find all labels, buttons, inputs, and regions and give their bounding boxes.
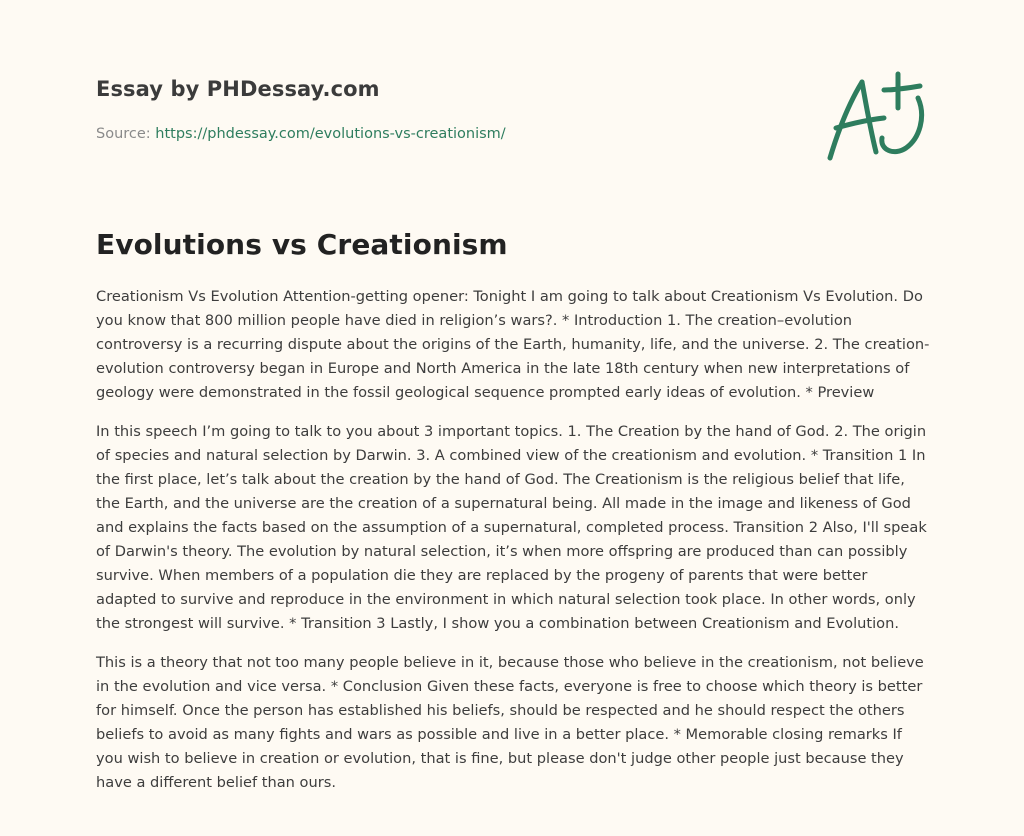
paragraph: This is a theory that not too many people believe in it, because those who believe in the creationism, not believe in the evolution and vice versa. * Conclusion Given these facts, everyone is free to choose which theory is better for himself. Once the person has established his beliefs, should be respected and he should respect the others beliefs to avoid as many fights and wars as possible and live in a better place. * Memorable closing remarks If you wish to believe in creation or evolution, that is fine, but please don't judge other people just because they have a different belief than ours. (96, 654, 924, 791)
source-label: Source: (96, 126, 151, 142)
source-link[interactable]: https://phdessay.com/evolutions-vs-creationism/ (155, 126, 506, 142)
source-line (96, 124, 816, 144)
paragraph: In this speech I’m going to talk to you about 3 important topics. 1. The Creation by the hand of God. 2. The origin of species and natural selection by Darwin. 3. A combined view of the creationism and evolution. * Transition 1 In the first place, let’s talk about the creation by the hand of God. The Creationism is the religious belief that life, the Earth, and the universe are the creation of a supernatural being. All made in the image and likeness of God and explains the facts based on the assumption of a supernatural, completed process. Transition 2 Also, I'll speak of Darwin's theory. The evolution by natural selection, it’s when more offspring are produced than can possibly survive. When members of a population die they are replaced by the progeny of parents that were better adapted to survive and reproduce in the environment in which natural selection took place. In other words, only the strongest will survive. * Transition 3 Lastly, I show you a combination between Creationism and Evolution. (96, 423, 927, 632)
a-plus-logo-icon (822, 68, 926, 164)
brand-title: Essay by PHDessay.com (96, 77, 380, 101)
essay-header (96, 75, 816, 144)
paragraph: Creationism Vs Evolution Attention-getting opener: Tonight I am going to talk about Creationism Vs Evolution. Do you know that 800 million people have died in religion’s wars?. * Introduction 1. The creation–evolution controversy is a recurring dispute about the origins of the Earth, humanity, life, and the universe. 2. The creation-evolution controversy began in Europe and North America in the late 18th century when new interpretations of geology were demonstrated in the fossil geological sequence prompted early ideas of evolution. * Preview (96, 288, 930, 401)
page-title: Evolutions vs Creationism (96, 228, 508, 261)
article-body (96, 285, 932, 810)
